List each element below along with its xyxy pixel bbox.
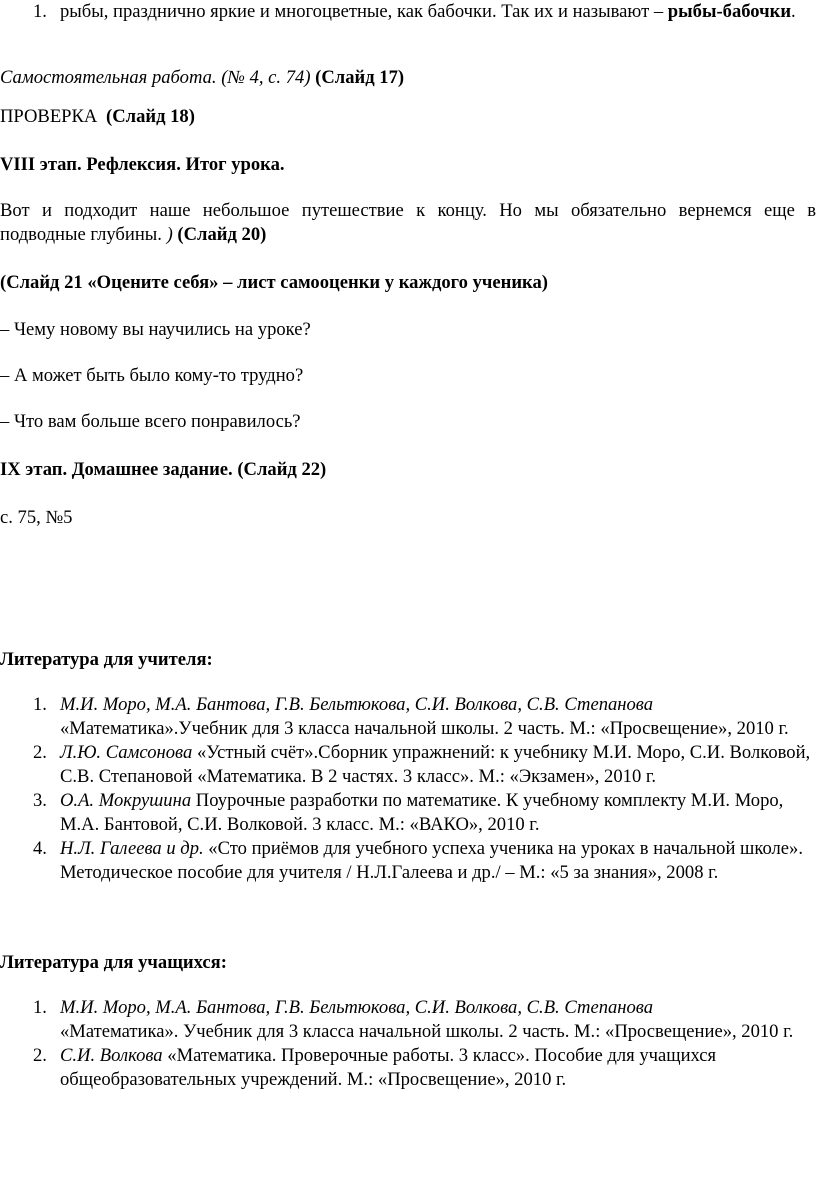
list-number: 2. xyxy=(33,1045,47,1066)
list-bold-term: рыбы-бабочки xyxy=(667,1,792,22)
list-number: 3. xyxy=(33,790,47,811)
student-literature-heading: Литература для учащихся: xyxy=(0,952,227,973)
list-text: рыбы, празднично яркие и многоцветные, как бабочки. Так их и называют – xyxy=(60,1,668,22)
reference-text: «Устный счёт».Сборник упражнений: к учебнику М.И. Моро, С.И. Волковой, С.В. Степановой «Математика. В 2 частях. 3 класс». М.: «Экзамен», 2010 г. xyxy=(60,742,811,787)
reference-text: «Математика. Проверочные работы. 3 класс». Пособие для учащихся общеобразовательных учреждений. М.: «Просвещение», 2010 г. xyxy=(60,1045,717,1090)
list-item xyxy=(0,741,816,789)
reference-text: «Математика».Учебник для 3 класса начальной школы. 2 часть. М.: «Просвещение», 2010 г. xyxy=(60,718,789,739)
list-number: 1. xyxy=(33,694,47,715)
question-1: – Чему новому вы научились на уроке? xyxy=(0,319,311,340)
stage-9-heading: IX этап. Домашнее задание. (Слайд 22) xyxy=(0,459,327,480)
list-item xyxy=(0,0,816,24)
list-number: 1. xyxy=(33,1,47,22)
conclusion-line-2 xyxy=(0,223,816,247)
stage-8-heading: VIII этап. Рефлексия. Итог урока. xyxy=(0,154,285,175)
author: О.А. Мокрушина xyxy=(60,790,192,811)
teacher-literature-list xyxy=(0,693,816,885)
list-number: 4. xyxy=(33,838,47,859)
independent-work-label: Самостоятельная работа. (№ 4, с. 74) xyxy=(0,67,311,88)
reference-text: «Математика». Учебник для 3 класса начальной школы. 2 часть. М.: «Просвещение», 2010 г. xyxy=(60,1021,794,1042)
question-3: – Что вам больше всего понравилось? xyxy=(0,411,301,432)
reference-text: «Сто приёмов для учебного успеха ученика на уроках в начальной школе». Методическое пособие для учителя / Н.Л.Галеева и др./ – М.: «5 за знания», 2008 г. xyxy=(60,838,803,883)
homework: с. 75, №5 xyxy=(0,507,73,528)
list-number: 1. xyxy=(33,997,47,1018)
independent-work xyxy=(0,66,816,90)
list-item xyxy=(0,693,816,741)
slide-ref: (Слайд 20) xyxy=(177,224,267,245)
reference-text: Поурочные разработки по математике. К учебному комплекту М.И. Моро, М.А. Бантовой, С.И. Волковой. 3 класс. М.: «ВАКО», 2010 г. xyxy=(60,790,784,835)
slide-ref: (Слайд 17) xyxy=(315,67,405,88)
conclusion-text: подводные глубины. xyxy=(0,224,167,245)
list-end: . xyxy=(791,1,796,22)
list-number: 2. xyxy=(33,742,47,763)
author: С.И. Волкова xyxy=(60,1045,163,1066)
student-literature-list xyxy=(0,996,816,1092)
slide-ref: (Слайд 18) xyxy=(106,106,195,127)
check-line xyxy=(0,105,816,129)
author: Л.Ю. Самсонова xyxy=(60,742,193,763)
check-label: ПРОВЕРКА xyxy=(0,106,98,127)
slide-21-note: (Слайд 21 «Оцените себя» – лист самооценки у каждого ученика) xyxy=(0,272,548,293)
author: М.И. Моро, М.А. Бантова, Г.В. Бельтюкова, С.И. Волкова, С.В. Степанова xyxy=(60,694,654,715)
list-item xyxy=(0,1044,816,1092)
question-2: – А может быть было кому-то трудно? xyxy=(0,365,304,386)
list-item xyxy=(0,789,816,837)
author: Н.Л. Галеева и др. xyxy=(60,838,204,859)
intro-list xyxy=(0,0,816,24)
author: М.И. Моро, М.А. Бантова, Г.В. Бельтюкова, С.И. Волкова, С.В. Степанова xyxy=(60,997,654,1018)
conclusion-italic: ) xyxy=(166,224,173,245)
list-item xyxy=(0,837,816,885)
list-item xyxy=(0,996,816,1044)
conclusion-line-1: Вот и подходит наше небольшое путешествие к концу. Но мы обязательно вернемся еще в xyxy=(0,200,816,221)
teacher-literature-heading: Литература для учителя: xyxy=(0,649,213,670)
